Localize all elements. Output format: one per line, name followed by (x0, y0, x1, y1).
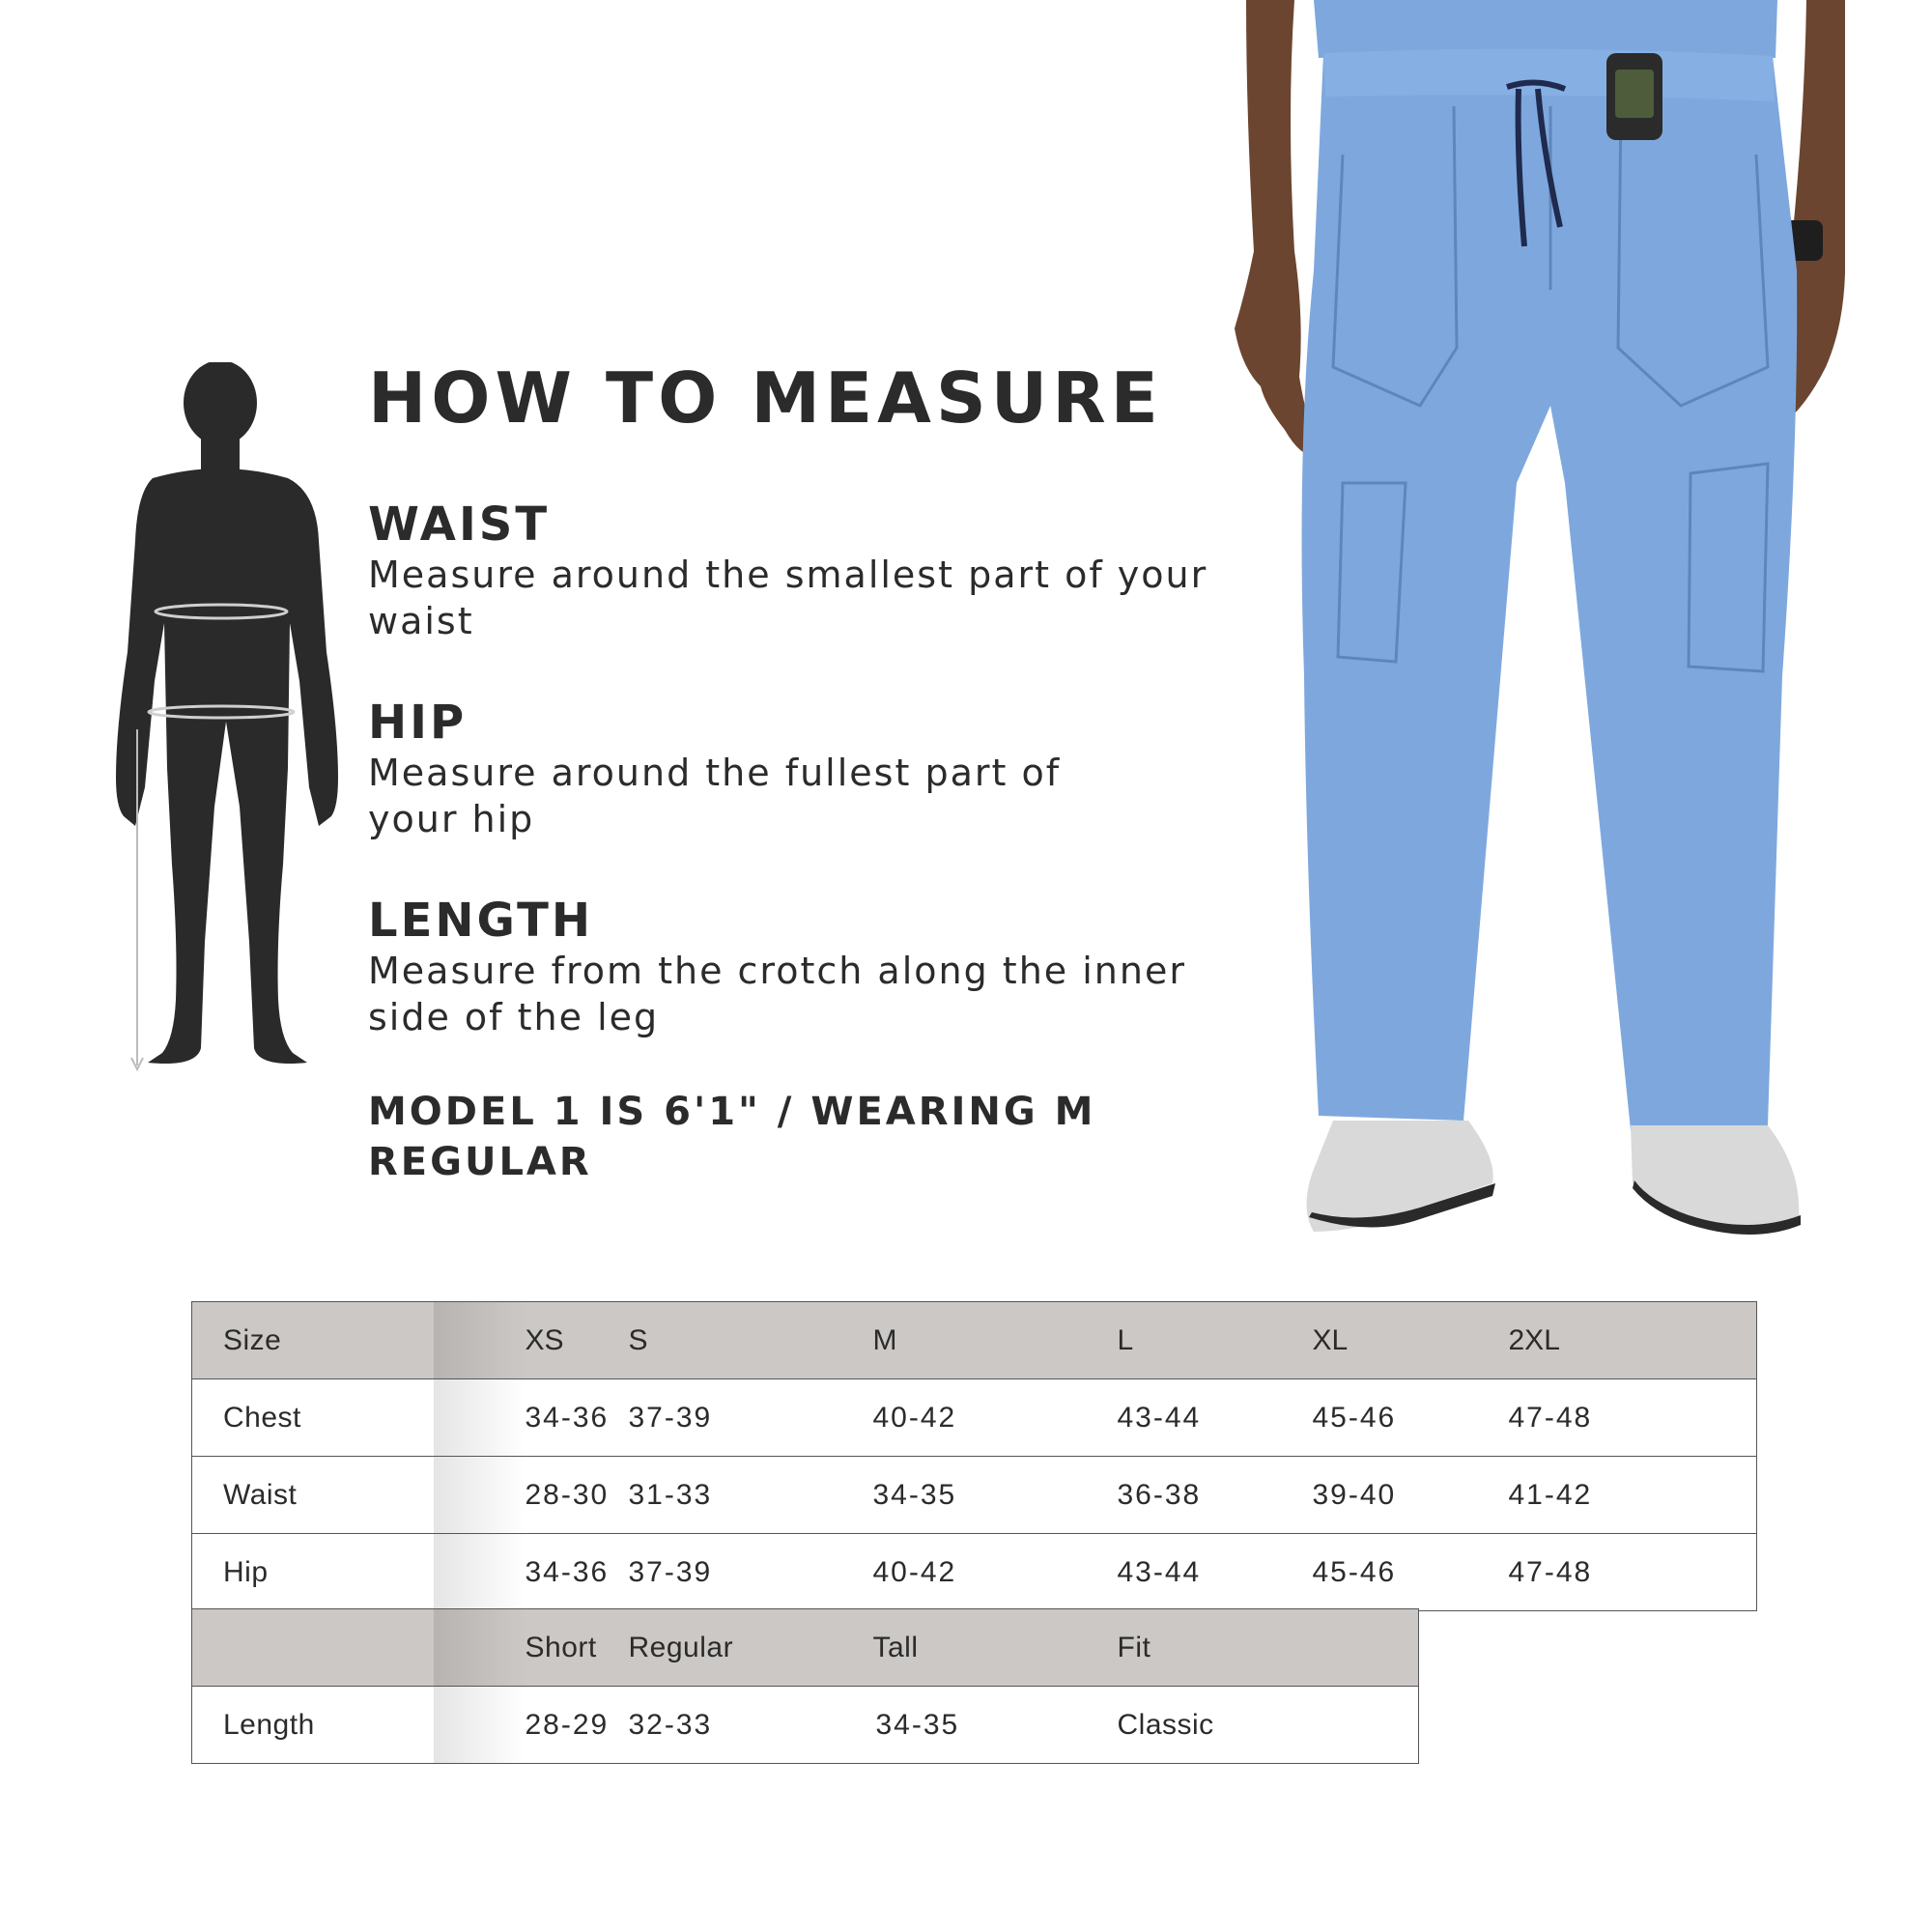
header-cell: XS (434, 1302, 629, 1379)
row-label: Waist (192, 1457, 434, 1534)
table-cell: 47-48 (1509, 1534, 1757, 1611)
table-cell: 40-42 (873, 1534, 1118, 1611)
size-table-header-row (192, 1302, 1757, 1379)
header-cell: M (873, 1302, 1118, 1379)
table-cell: 37-39 (629, 1379, 873, 1457)
header-cell: Regular (629, 1609, 873, 1687)
table-cell: 40-42 (873, 1379, 1118, 1457)
hip-description: Measure around the fullest part of your hip (368, 752, 1062, 840)
length-heading: LENGTH (368, 894, 594, 948)
table-cell: 34-35 (873, 1457, 1118, 1534)
row-label: Hip (192, 1534, 434, 1611)
table-row (192, 1457, 1757, 1534)
table-cell: 28-29 (434, 1687, 629, 1764)
header-cell: Tall (873, 1609, 1118, 1687)
table-cell: 31-33 (629, 1457, 873, 1534)
length-description: Measure from the crotch along the inner side of the leg (368, 950, 1186, 1038)
hip-heading: HIP (368, 696, 468, 750)
table-cell: 41-42 (1509, 1457, 1757, 1534)
length-table-header-row (192, 1609, 1419, 1687)
right-shoe (1631, 1125, 1799, 1230)
header-cell: L (1118, 1302, 1313, 1379)
table-row (192, 1379, 1757, 1457)
header-cell (192, 1609, 434, 1687)
row-label: Length (192, 1687, 434, 1764)
header-cell: Short (434, 1609, 629, 1687)
table-cell: 34-36 (434, 1534, 629, 1611)
waistband (1323, 49, 1775, 101)
hip-section (368, 696, 1122, 842)
header-cell: S (629, 1302, 873, 1379)
table-cell: 39-40 (1313, 1457, 1509, 1534)
body-silhouette-icon (85, 362, 365, 1072)
length-section (368, 894, 1237, 1040)
table-cell: 36-38 (1118, 1457, 1313, 1534)
table-cell: 43-44 (1118, 1534, 1313, 1611)
table-cell: 47-48 (1509, 1379, 1757, 1457)
table-row (192, 1534, 1757, 1611)
pager-screen (1615, 70, 1654, 118)
waist-description: Measure around the smallest part of your waist (368, 554, 1208, 642)
row-label: Chest (192, 1379, 434, 1457)
header-cell: Size (192, 1302, 434, 1379)
table-row (192, 1687, 1419, 1764)
table-cell: 45-46 (1313, 1534, 1509, 1611)
page-title: HOW TO MEASURE (368, 357, 1163, 439)
table-cell: 32-33 (629, 1687, 873, 1764)
table-cell: 34-36 (434, 1379, 629, 1457)
header-cell: Fit (1118, 1609, 1419, 1687)
scrub-pants-photo (1227, 0, 1845, 1246)
table-cell: 34-35 (873, 1687, 1118, 1764)
waist-heading: WAIST (368, 497, 551, 552)
size-table (191, 1301, 1757, 1611)
model-note: MODEL 1 IS 6'1" / WEARING M REGULAR (368, 1090, 1096, 1184)
table-cell: 28-30 (434, 1457, 629, 1534)
header-cell: XL (1313, 1302, 1509, 1379)
header-cell: 2XL (1509, 1302, 1757, 1379)
length-table (191, 1608, 1419, 1764)
table-cell: 43-44 (1118, 1379, 1313, 1457)
waist-section (368, 497, 1237, 644)
table-cell: Classic (1118, 1687, 1419, 1764)
table-cell: 45-46 (1313, 1379, 1509, 1457)
table-cell: 37-39 (629, 1534, 873, 1611)
